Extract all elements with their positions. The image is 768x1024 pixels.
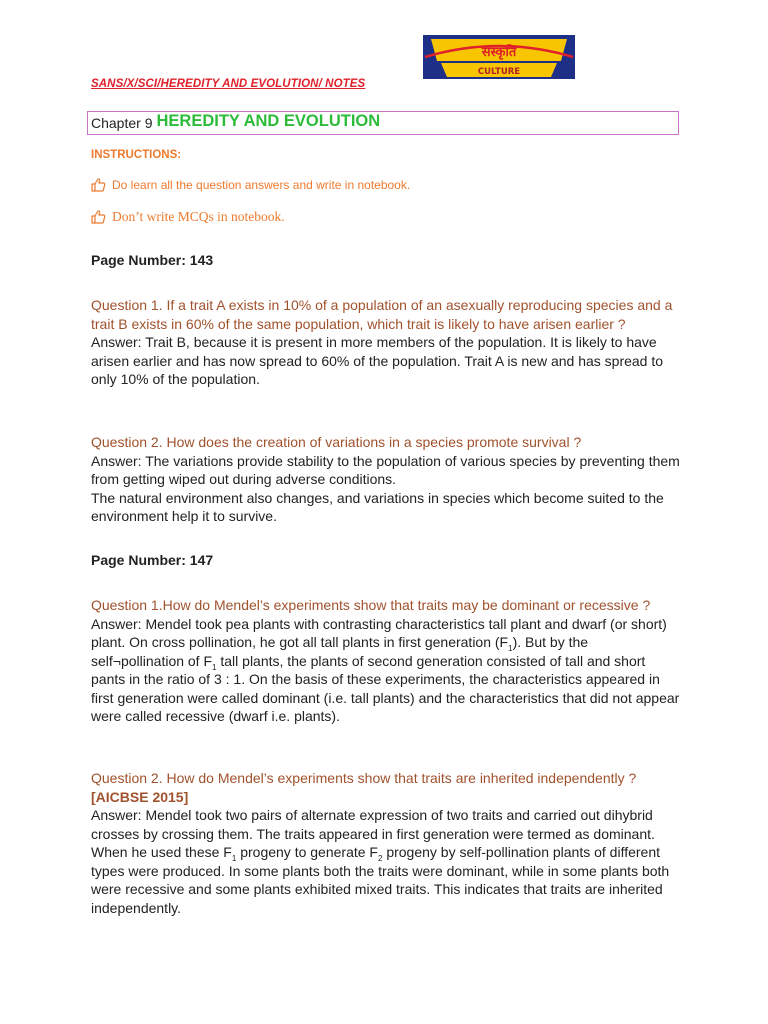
instruction-text: Don’t write MCQs in notebook.	[112, 209, 285, 224]
question-text: Question 1.How do Mendel’s experiments show that traits may be dominant or recessive ?	[91, 597, 651, 613]
culture-logo	[423, 35, 575, 79]
instructions-heading: INSTRUCTIONS:	[91, 149, 182, 161]
logo-hindi-text: संस्कृति	[481, 45, 517, 60]
answer-text: Answer: The variations provide stability to the population of various species by preventing them from getting wiped out during adverse conditions.	[91, 452, 680, 487]
thumbs-up-icon	[90, 177, 106, 193]
answer-text: Answer: Mendel took pea plants with contrasting characteristics tall plant and dwarf (or short) plant. On cross pollination, he got all tall plants in first generation $(F_1)$. But by the self¬pollination of $F_1$ tall plants, the plants of second generation consisted of tall and short pants in the ratio of 3 : 1. On the basis of these experiments, the characteristics appeared in first generation were called dominant (i.e. tall plants) and the characteristics that did not appear were called recessive (dwarf i.e. plants).	[91, 615, 680, 724]
answer-text: Answer: Mendel took two pairs of alternate expression of two traits and carried out dihybrid crosses by crossing them. The traits appeared in first generation were termed as dominant. When he used these $F_1$ progeny to generate $F_2$ progeny by self-pollination plants of different types were produced. In some plants both the traits were dominant, while in some plants both were recessive and some plants exhibited mixed traits. This indicates that traits are inherited independently.	[91, 807, 670, 916]
document-header: SANS/X/SCI/HEREDITY AND EVOLUTION/ NOTES	[91, 78, 366, 90]
question-answer-block	[91, 296, 681, 389]
question-answer-block	[91, 596, 681, 726]
question-answer-block	[91, 433, 681, 526]
answer-text: The natural environment also changes, and variations in species which become suited to the environment help it to survive.	[91, 489, 664, 524]
chapter-number: Chapter 9	[91, 115, 153, 131]
chapter-title: HEREDITY AND EVOLUTION	[156, 111, 381, 130]
logo-culture-text: CULTURE	[477, 67, 521, 77]
instruction-item	[90, 177, 410, 193]
answer-text: Answer: Trait B, because it is present in more members of the population. It is likely to have arisen earlier and has now spread to 60% of the population. Trait A is new and has spread to only 10% of the population.	[91, 334, 664, 387]
question-text: Question 2. How do Mendel’s experiments show that traits are inherited independently ? [AICBSE 2015]	[91, 770, 637, 805]
question-answer-block	[91, 769, 681, 917]
instruction-item	[90, 209, 285, 225]
chapter-title-box	[87, 111, 679, 135]
page-number-heading: Page Number: 143	[91, 252, 214, 268]
exam-tag: [AICBSE 2015]	[91, 788, 189, 805]
instruction-text: Do learn all the question answers and write in notebook.	[112, 178, 411, 192]
question-text: Question 2. How does the creation of variations in a species promote survival ?	[91, 434, 582, 450]
question-text: Question 1. If a trait A exists in 10% of a population of an asexually reproducing species and a trait B exists in 60% of the same population, which trait is likely to have arisen earlier ?	[91, 297, 673, 332]
page-number-heading: Page Number: 147	[91, 552, 214, 568]
thumbs-up-icon	[90, 209, 106, 225]
